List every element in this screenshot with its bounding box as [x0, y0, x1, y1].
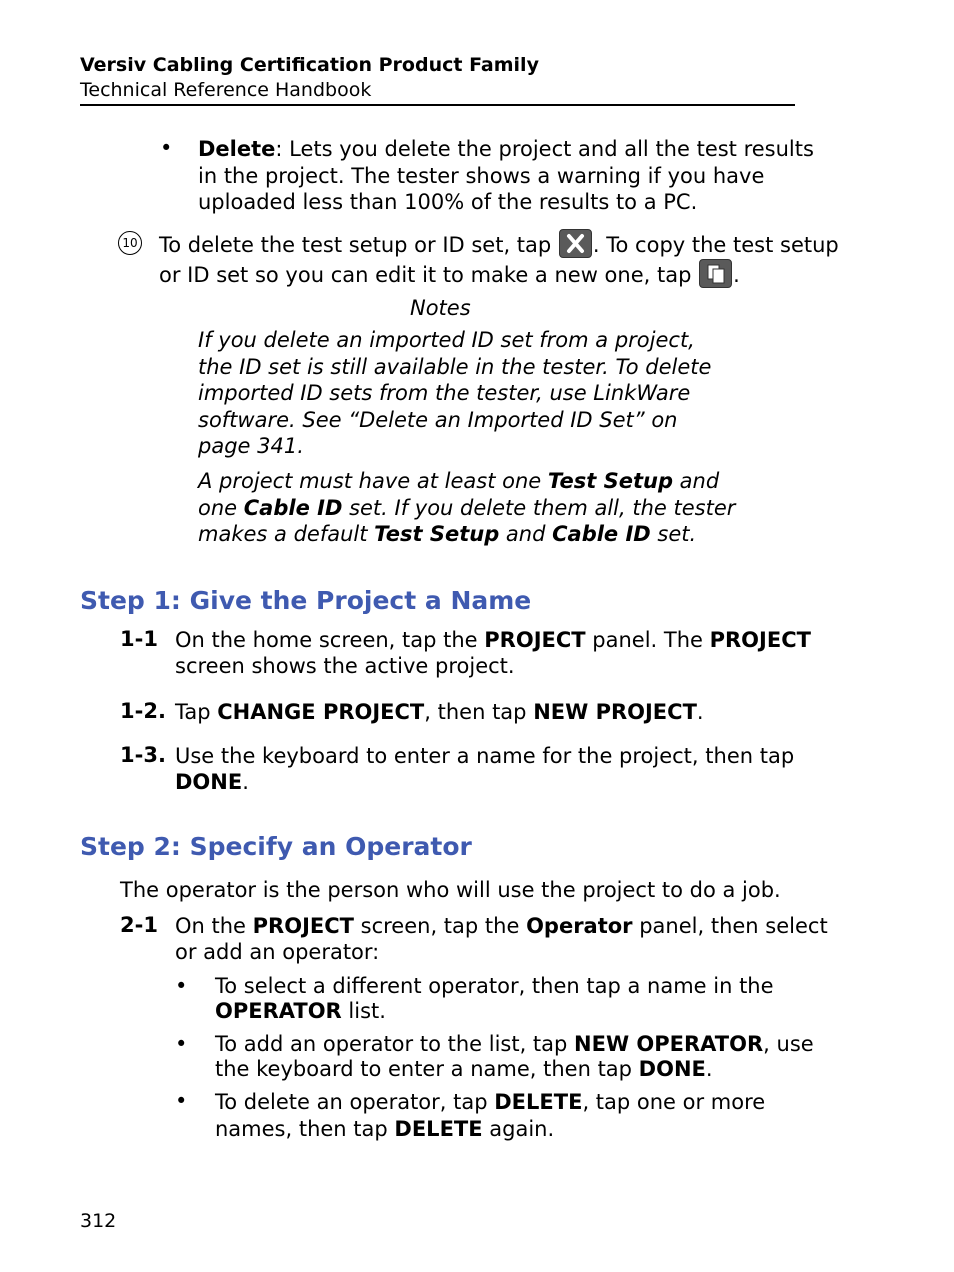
operator-add-bullet: To add an operator to the list, tap NEW OPERATOR, use the keyboard to enter a name, then tap DONE.: [215, 1032, 814, 1081]
step-1-3-number: 1-3.: [120, 743, 166, 767]
step2-intro: The operator is the person who will use the project to do a job.: [120, 878, 781, 902]
operator-select-bullet: To select a different operator, then tap a name in the OPERATOR list.: [215, 974, 774, 1023]
step2-heading: Step 2: Specify an Operator: [80, 832, 472, 861]
step-2-1-number: 2-1: [120, 913, 158, 937]
step-1-2-number: 1-2.: [120, 699, 166, 723]
step-1-1-text: On the home screen, tap the PROJECT panel. The PROJECT screen shows the active project.: [175, 628, 811, 678]
callout-number: 10: [118, 231, 142, 255]
copy-icon: [699, 259, 732, 288]
bullet-dot: •: [175, 1032, 188, 1056]
operator-delete-bullet: To delete an operator, tap DELETE, tap one or more names, then tap DELETE again.: [215, 1090, 766, 1141]
x-delete-icon: [559, 229, 592, 258]
running-header-subtitle: Technical Reference Handbook: [80, 79, 372, 101]
step-1-2-text: Tap CHANGE PROJECT, then tap NEW PROJECT.: [175, 700, 704, 724]
note-imported-id-set: If you delete an imported ID set from a project, the ID set is still available in the tester. To delete imported ID sets from the tester, use LinkWare software. See “Delete an Imported ID Set” on page 341.: [198, 328, 712, 458]
step-1-1-number: 1-1: [120, 627, 158, 651]
step-2-1-text: On the PROJECT screen, tap the Operator panel, then select or add an operator:: [175, 914, 828, 964]
header-rule: [80, 104, 795, 106]
running-header-title: Versiv Cabling Certification Product Family: [80, 54, 539, 76]
delete-bullet-text: Delete: Lets you delete the project and all the test results in the project. The tester shows a warning if you have uploaded less than 100% of the results to a PC.: [198, 137, 814, 214]
delete-term: Delete: [198, 137, 276, 161]
step1-heading: Step 1: Give the Project a Name: [80, 586, 532, 615]
notes-title: Notes: [410, 296, 471, 320]
step-1-3-text: Use the keyboard to enter a name for the project, then tap DONE.: [175, 744, 795, 794]
bullet-dot: •: [175, 1089, 188, 1113]
callout-10-text: To delete the test setup or ID set, tap . To copy the test setup or ID set so you can edit it to make a new one, tap .: [159, 229, 839, 289]
note-default-setup: A project must have at least one Test Setup and one Cable ID set. If you delete them all, the tester makes a default Test Setup and Cable ID set.: [198, 469, 736, 546]
page-number: 312: [80, 1210, 117, 1232]
bullet-dot: •: [175, 974, 188, 998]
bullet-dot: •: [160, 136, 173, 160]
